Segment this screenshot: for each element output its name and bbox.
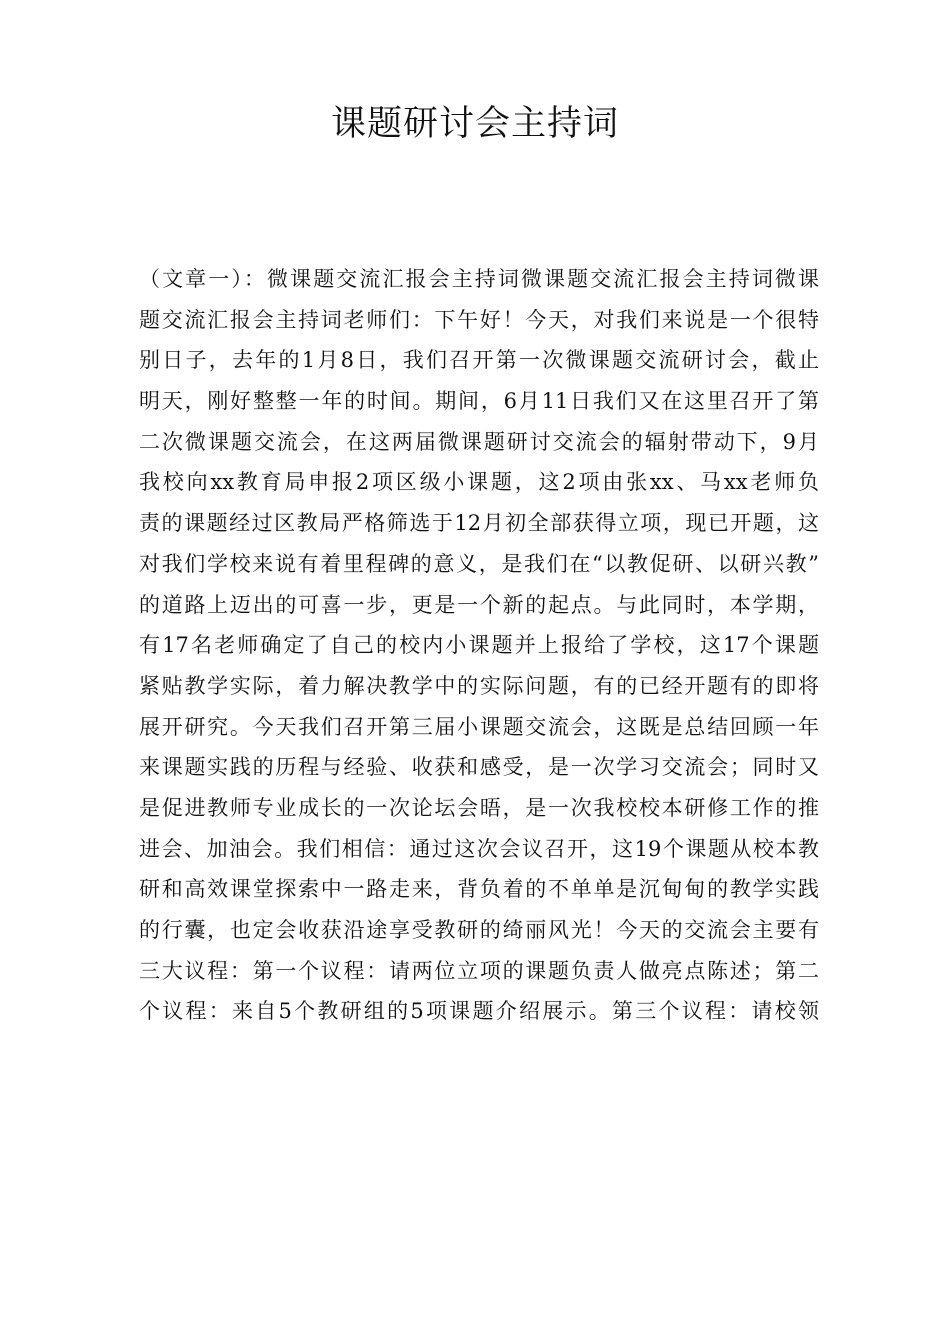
paragraph-line-18: 三大议程：第一个议程：请两位立项的课题负责人做亮点陈述；第二 (139, 958, 819, 983)
paragraph-line-4: 明天，刚好整整一年的时间。期间，6月11日我们又在这里召开了第 (139, 389, 819, 414)
paragraph-line-10: 有17名老师确定了自己的校内小课题并上报给了学校，这17个课题 (139, 633, 819, 658)
paragraph-line-8: 对我们学校来说有着里程碑的意义，是我们在“以教促研、以研兴教” (139, 551, 819, 576)
paragraph-line-9: 的道路上迈出的可喜一步，更是一个新的起点。与此同时，本学期， (139, 592, 819, 617)
paragraph-line-19: 个议程：来自5个教研组的5项课题介绍展示。第三个议程：请校领 (139, 999, 819, 1024)
paragraph-line-16: 研和高效课堂探索中一路走来，背负着的不单单是沉甸甸的教学实践 (139, 877, 819, 902)
paragraph-line-12: 展开研究。今天我们召开第三届小课题交流会，这既是总结回顾一年 (139, 714, 819, 739)
document-body (139, 259, 819, 1032)
paragraph-line-11: 紧贴教学实际，着力解决教学中的实际问题，有的已经开题有的即将 (139, 673, 819, 698)
paragraph-line-1: （文章一）：微课题交流汇报会主持词微课题交流汇报会主持词微课 (139, 267, 819, 291)
paragraph-line-6: 我校向xx教育局申报2项区级小课题，这2项由张xx、马xx老师负 (139, 470, 819, 495)
paragraph-line-3: 别日子，去年的1月8日，我们召开第一次微课题交流研讨会，截止 (139, 348, 819, 373)
paragraph-line-5: 二次微课题交流会，在这两届微课题研讨交流会的辐射带动下，9月 (139, 429, 819, 454)
paragraph-line-7: 责的课题经过区教局严格筛选于12月初全部获得立项，现已开题，这 (139, 511, 819, 536)
paragraph-line-17: 的行囊，也定会收获沿途享受教研的绮丽风光！今天的交流会主要有 (139, 918, 819, 942)
paragraph-line-14: 是促进教师专业成长的一次论坛会晤，是一次我校校本研修工作的推 (139, 795, 819, 820)
paragraph-line-13: 来课题实践的历程与经验、收获和感受，是一次学习交流会；同时又 (139, 755, 819, 780)
paragraph-line-15: 进会、加油会。我们相信：通过这次会议召开，这19个课题从校本教 (139, 836, 819, 861)
document-title: 课题研讨会主持词 (330, 104, 619, 144)
paragraph-line-2: 题交流汇报会主持词老师们：下午好！今天，对我们来说是一个很特 (139, 307, 819, 332)
